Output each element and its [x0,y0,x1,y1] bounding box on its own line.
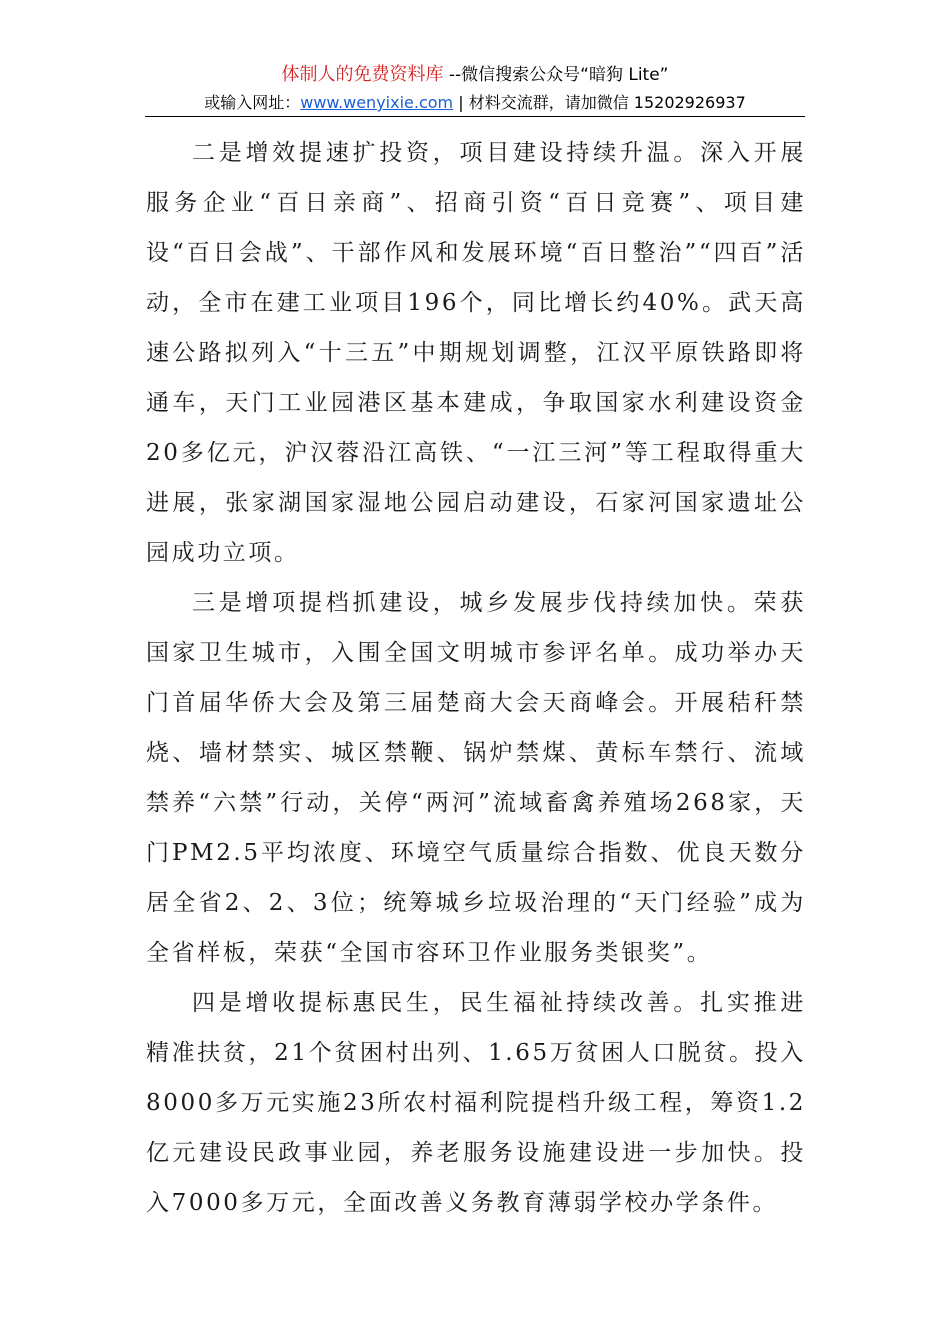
library-name: 体制人的免费资料库 [281,64,444,85]
header-line-1 [0,64,950,86]
paragraph-construction: 三是增项提档抓建设，城乡发展步伐持续加快。荣获国家卫生城市，入围全国文明城市参评名单。成功举办天门首届华侨大会及第三届楚商大会天商峰会。开展秸秆禁烧、墙材禁实、城区禁鞭、锅炉禁煤、黄标车禁行、流域禁养“六禁”行动，关停“两河”流域畜禽养殖场268家，天门PM2.5平均浓度、环境空气质量综合指数、优良天数分居全省2、2、3位；统筹城乡垃圾治理的“天门经验”成为全省样板，荣获“全国市容环卫作业服务类银奖”。 [146,590,806,966]
website-link[interactable]: www.wenyixie.com [300,93,454,112]
header-divider [145,116,805,117]
paragraph-livelihood: 四是增收提标惠民生，民生福祉持续改善。扎实推进精准扶贫，21个贫困村出列、1.65万贫困人口脱贫。投入8000多万元实施23所农村福利院提档升级工程，筹资1.2亿元建设民政事业园，养老服务设施建设进一步加快。投入7000多万元，全面改善义务教育薄弱学校办学条件。 [146,990,806,1216]
url-label: 或输入网址： [204,93,301,112]
paragraph-investment: 二是增效提速扩投资，项目建设持续升温。深入开展服务企业“百日亲商”、招商引资“百日竞赛”、项目建设“百日会战”、干部作风和发展环境“百日整治”“四百”活动，全市在建工业项目196个，同比增长约40%。武天高速公路拟列入“十三五”中期规划调整，江汉平原铁路即将通车，天门工业园港区基本建成，争取国家水利建设资金20多亿元，沪汉蓉沿江高铁、“一江三河”等工程取得重大进展，张家湖国家湿地公园启动建设，石家河国家遗址公园成功立项。 [146,140,806,566]
wechat-note: --微信搜索公众号“暗狗 Lite” [443,65,669,85]
header-line-2 [0,92,950,114]
document-body [146,128,806,1228]
group-note: | 材料交流群，请加微信 15202926937 [453,93,746,112]
